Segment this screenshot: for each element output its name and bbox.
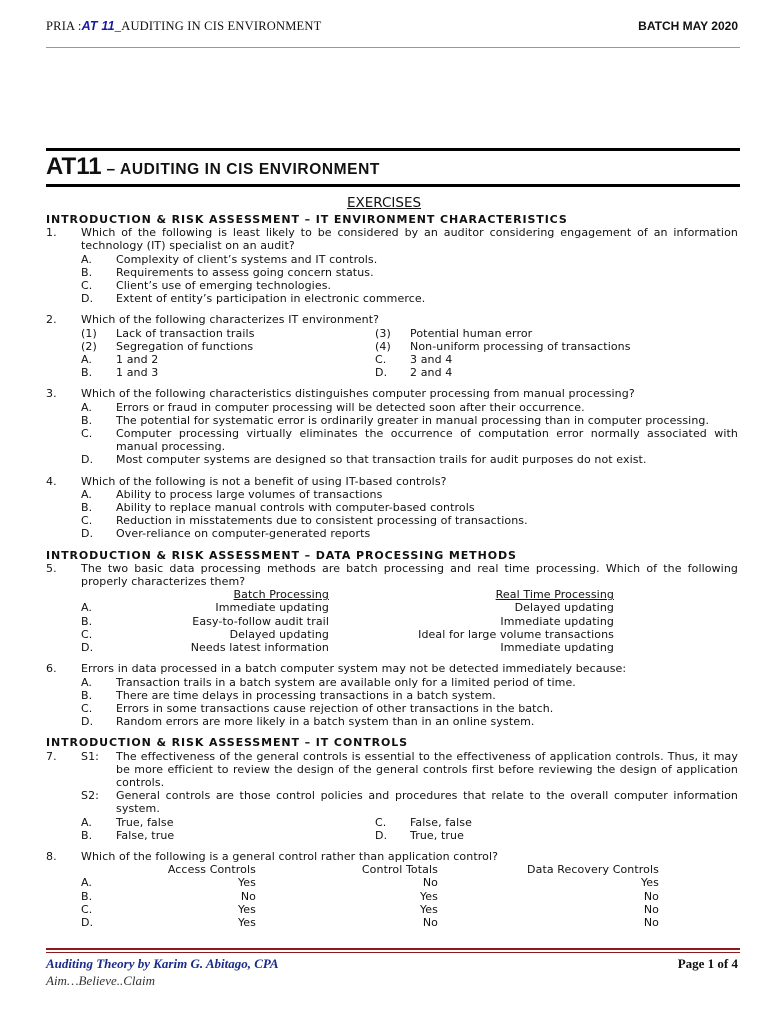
question-2 (46, 313, 738, 326)
footer-rule-thin (46, 952, 740, 953)
option-row (46, 702, 738, 715)
table-cell: Immediate updating (500, 641, 614, 655)
table-cell: Easy-to-follow audit trail (192, 614, 329, 628)
option-row (46, 514, 738, 527)
option-row (46, 488, 738, 501)
option-text: Errors or fraud in computer processing will be detected soon after their occurrence. (116, 400, 585, 414)
question-text: Errors in data processed in a batch computer system may not be detected immediately because: (81, 662, 627, 676)
table-cell: Needs latest information (190, 641, 329, 655)
question-6 (46, 662, 738, 675)
column-header: Control Totals (361, 863, 438, 877)
table-header-row (46, 863, 738, 876)
option-letter: A. (81, 353, 93, 367)
option-text: Potential human error (410, 326, 533, 340)
table-cell: Yes (419, 902, 438, 916)
table-cell: Yes (237, 902, 256, 916)
option-letter: C. (81, 279, 93, 293)
option-text: Ability to process large volumes of transactions (116, 487, 383, 501)
table-row (46, 628, 738, 641)
table-cell: No (422, 915, 438, 929)
option-row (46, 253, 738, 266)
table-header-row (46, 588, 738, 601)
option-text: 1 and 2 (116, 353, 159, 367)
question-text: Which of the following is not a benefit of using IT-based controls? (81, 474, 447, 488)
option-text: There are time delays in processing transactions in a batch system. (116, 688, 496, 702)
option-row (46, 266, 738, 279)
column-header: Batch Processing (233, 588, 329, 602)
footer-rule (46, 948, 740, 950)
option-letter: A. (81, 876, 93, 890)
question-number: 4. (46, 474, 57, 488)
option-letter: C. (375, 815, 387, 829)
option-text: Non-uniform processing of transactions (410, 339, 631, 353)
option-letter: D. (81, 915, 94, 929)
table-cell: Immediate updating (215, 601, 329, 615)
option-pair-row (46, 353, 738, 366)
option-letter: D. (81, 641, 94, 655)
option-text: False, false (410, 815, 472, 829)
table-cell: No (240, 889, 256, 903)
option-row (46, 689, 738, 702)
option-row (46, 501, 738, 514)
exercises-heading: EXERCISES (346, 195, 422, 211)
option-letter: (2) (81, 339, 97, 353)
table-cell: Immediate updating (500, 614, 614, 628)
question-number: 1. (46, 226, 57, 240)
question-number: 8. (46, 849, 57, 863)
question-3 (46, 387, 738, 400)
option-letter: D. (81, 453, 94, 467)
option-row (46, 427, 738, 453)
header-prefix: PRIA : (46, 19, 82, 33)
footer-author: Auditing Theory by Karim G. Abitago, CPA (46, 956, 279, 971)
option-text: Segregation of functions (116, 339, 254, 353)
table-row (46, 641, 738, 654)
question-text: Which of the following characterizes IT environment? (81, 313, 380, 327)
option-letter: B. (81, 688, 93, 702)
option-letter: D. (81, 292, 94, 306)
header-batch: BATCH MAY 2020 (638, 19, 738, 33)
option-row (46, 715, 738, 728)
question-text: The two basic data processing methods are batch processing and real time processing. Which of the following properly characterizes them? (81, 561, 738, 589)
option-text: Extent of entity’s participation in electronic commerce. (116, 292, 426, 306)
option-row (46, 279, 738, 292)
option-letter: D. (375, 828, 388, 842)
title-rule-bottom (46, 184, 740, 187)
option-text: Reduction in misstatements due to consistent processing of transactions. (116, 514, 528, 528)
question-number: 2. (46, 313, 57, 327)
table-cell: No (643, 915, 659, 929)
table-cell: Delayed updating (229, 627, 329, 641)
option-pair-row (46, 340, 738, 353)
option-letter: D. (375, 366, 388, 380)
option-letter: A. (81, 252, 93, 266)
option-pair-row (46, 327, 738, 340)
title-text: – AUDITING IN CIS ENVIRONMENT (101, 161, 380, 178)
question-text: Which of the following is least likely to be considered by an auditor considering engagement of an information technology (IT) specialist on an audit? (81, 226, 738, 253)
option-row (46, 414, 738, 427)
table-row (46, 890, 738, 903)
table-row (46, 916, 738, 929)
page-title (46, 153, 380, 181)
table-cell: Yes (237, 915, 256, 929)
option-letter: A. (81, 400, 93, 414)
question-4 (46, 475, 738, 488)
option-letter: (1) (81, 326, 97, 340)
option-text: Requirements to assess going concern status. (116, 265, 374, 279)
option-text: Complexity of client’s systems and IT controls. (116, 252, 378, 266)
section-heading-it-environment: INTRODUCTION & RISK ASSESSMENT – IT ENVIRONMENT CHARACTERISTICS (46, 213, 568, 226)
statement-text: General controls are those control policies and procedures that relate to the overall computer information system. (116, 789, 738, 816)
page-header-left (46, 19, 321, 34)
table-cell: No (643, 889, 659, 903)
question-1 (46, 226, 738, 252)
table-cell: Delayed updating (514, 601, 614, 615)
table-row (46, 615, 738, 628)
option-row (46, 676, 738, 689)
option-letter: D. (81, 527, 94, 541)
option-text: Client’s use of emerging technologies. (116, 279, 332, 293)
option-row (46, 527, 738, 540)
option-letter: A. (81, 601, 93, 615)
option-letter: (3) (375, 326, 391, 340)
section-heading-it-controls: INTRODUCTION & RISK ASSESSMENT – IT CONTROLS (46, 736, 408, 750)
option-letter: C. (81, 701, 93, 715)
option-text: Most computer systems are designed so that transaction trails for audit purposes do not exist. (116, 453, 647, 467)
option-letter: C. (81, 514, 93, 528)
table-cell: Yes (237, 876, 256, 890)
option-text: 2 and 4 (410, 366, 453, 380)
option-letter: B. (81, 889, 93, 903)
table-cell: Yes (419, 889, 438, 903)
column-header: Access Controls (167, 863, 256, 877)
option-text: Ability to replace manual controls with computer-based controls (116, 501, 475, 515)
option-letter: C. (375, 353, 387, 367)
option-row (46, 292, 738, 305)
option-pair-row (46, 816, 738, 829)
page-number: Page 1 of 4 (677, 956, 738, 971)
option-text: The potential for systematic error is ordinarily greater in manual processing than in computer processing. (116, 413, 710, 427)
option-letter: B. (81, 366, 93, 380)
question-number: 6. (46, 662, 57, 676)
option-text: True, false (116, 815, 174, 829)
option-letter: D. (81, 715, 94, 729)
option-text: Computer processing virtually eliminates the occurrence of computation error normally associated with manual processing. (116, 427, 738, 454)
table-cell: Ideal for large volume transactions (418, 627, 614, 641)
table-row (46, 876, 738, 889)
option-pair-row (46, 366, 738, 379)
option-text: Errors in some transactions cause rejection of other transactions in the batch. (116, 701, 554, 715)
header-subject: _AUDITING IN CIS ENVIRONMENT (114, 19, 322, 33)
section-heading-data-processing: INTRODUCTION & RISK ASSESSMENT – DATA PROCESSING METHODS (46, 548, 517, 562)
option-text: Lack of transaction trails (116, 326, 255, 340)
question-8 (46, 850, 738, 863)
column-header: Data Recovery Controls (527, 863, 659, 877)
option-letter: A. (81, 815, 93, 829)
option-text: Random errors are more likely in a batch system than in an online system. (116, 715, 535, 729)
option-row (46, 453, 738, 466)
option-letter: A. (81, 675, 93, 689)
exercise-content (46, 213, 738, 929)
statement-label: S2: (81, 789, 99, 803)
option-text: True, true (410, 828, 464, 842)
option-letter: C. (81, 627, 93, 641)
column-header: Real Time Processing (495, 588, 614, 602)
statement-row (46, 789, 738, 815)
option-pair-row (46, 829, 738, 842)
option-letter: B. (81, 828, 93, 842)
table-row (46, 601, 738, 614)
option-text: False, true (116, 828, 175, 842)
question-5 (46, 562, 738, 588)
table-cell: Yes (640, 876, 659, 890)
option-text: 1 and 3 (116, 366, 159, 380)
header-course-code: AT 11 (81, 19, 115, 33)
option-row (46, 401, 738, 414)
question-text: Which of the following characteristics distinguishes computer processing from manual processing? (81, 387, 635, 401)
question-number: 7. (46, 749, 57, 763)
option-letter: B. (81, 413, 93, 427)
question-number: 3. (46, 387, 57, 401)
option-letter: B. (81, 501, 93, 515)
option-text: Transaction trails in a batch system are available only for a limited period of time. (116, 675, 576, 689)
question-number: 5. (46, 561, 57, 575)
option-text: 3 and 4 (410, 353, 453, 367)
question-7 (46, 750, 738, 790)
option-letter: (4) (375, 339, 391, 353)
option-letter: A. (81, 487, 93, 501)
option-letter: B. (81, 614, 93, 628)
table-row (46, 903, 738, 916)
question-text: Which of the following is a general control rather than application control? (81, 849, 499, 863)
option-letter: C. (81, 902, 93, 916)
table-cell: No (422, 876, 438, 890)
option-letter: C. (81, 427, 93, 441)
statement-label: S1: (81, 749, 99, 763)
statement-text: The effectiveness of the general controls is essential to the effectiveness of application controls. Thus, it may be more efficient to review the design of the general controls first before reviewing the design of application controls. (116, 749, 738, 789)
table-cell: No (643, 902, 659, 916)
option-letter: B. (81, 265, 93, 279)
header-divider (46, 47, 740, 48)
title-rule-top (46, 148, 740, 151)
footer-tagline: Aim…Believe..Claim (46, 973, 156, 988)
option-text: Over-reliance on computer-generated reports (116, 527, 371, 541)
title-code: AT11 (46, 153, 102, 180)
